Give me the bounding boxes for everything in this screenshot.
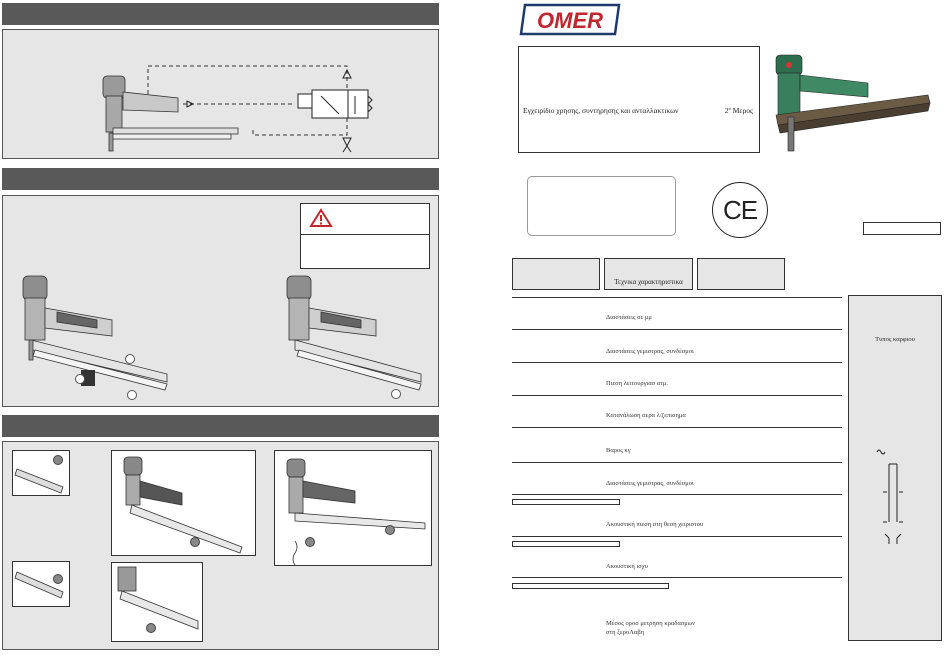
pneumatic-diagram-panel xyxy=(2,29,439,159)
spec-divider xyxy=(512,577,842,578)
warning-divider xyxy=(301,234,429,235)
detail-image-3 xyxy=(274,450,432,566)
pneumatic-circuit-diagram xyxy=(3,30,440,160)
spec-magazine-2: Διαστάσεις γεμιστρας, συνδέσμοι xyxy=(606,480,694,487)
tool-illustration-right xyxy=(281,266,461,406)
section-header-bar-1 xyxy=(2,3,439,25)
spec-vibration: Μέσος οροσ μετρηση κραδασμων στη ξεροΛαβη xyxy=(606,620,695,636)
step-number-5 xyxy=(53,455,63,465)
warning-triangle-icon xyxy=(309,208,333,228)
step-number-3 xyxy=(127,390,137,400)
loading-steps-panel xyxy=(2,441,439,650)
staple-type-label: Τυπος καρφιου xyxy=(875,336,915,343)
detail-image-5 xyxy=(111,562,203,642)
spec-divider xyxy=(512,329,842,330)
spec-divider xyxy=(512,395,842,396)
spec-dimensions: Διαστάσεις σε μμ xyxy=(606,314,652,321)
section-header-bar-2 xyxy=(2,168,439,190)
spec-sound-power: Ακουστική ισχυ xyxy=(606,563,648,570)
staple-diagram xyxy=(871,444,931,554)
tab-technical-specs[interactable]: Τεχνικα χαρακτηριστικα xyxy=(604,258,693,290)
tab-3[interactable] xyxy=(697,258,785,290)
detail-image-2 xyxy=(111,450,256,556)
spec-divider xyxy=(512,462,842,463)
spec-magazine: Διαστάσεις γεμιστρας, συνδέσμοι xyxy=(606,348,694,355)
spec-divider xyxy=(512,362,842,363)
field-bar-3 xyxy=(512,583,669,589)
detail-image-1 xyxy=(12,450,70,496)
spec-pressure: Πιεση λειτουργιασ ατμ. xyxy=(606,380,668,387)
step-number-2 xyxy=(75,374,85,384)
tool-illustration-left xyxy=(17,266,197,406)
manual-title: Εγχειρίδιο χρησης, συντηρησης και ανταλλακτικων xyxy=(523,106,679,115)
section-header-bar-3 xyxy=(2,415,439,437)
ce-mark: CE xyxy=(712,182,768,238)
cover-title-box xyxy=(518,46,760,153)
spec-sound-pressure: Ακουστική πιεση στη θεση χειριστου xyxy=(606,521,704,528)
step-number-9 xyxy=(53,574,63,584)
manual-part: 2º Μερος xyxy=(724,106,753,115)
omer-logo xyxy=(519,3,621,36)
step-number-7 xyxy=(305,537,315,547)
product-photo xyxy=(768,47,938,152)
spec-divider xyxy=(512,494,842,495)
detail-image-4 xyxy=(12,561,70,607)
step-number-4 xyxy=(391,389,401,399)
spec-air-consumption: Κατανάλωση αερα λ/ζεπισημα xyxy=(606,412,686,419)
field-bar-2 xyxy=(512,541,620,547)
step-number-1 xyxy=(125,354,135,364)
svg-text:OMER: OMER xyxy=(537,8,603,33)
assembly-steps-panel xyxy=(2,195,439,407)
field-bar-1 xyxy=(512,499,620,505)
spec-weight: Βαρος κγ xyxy=(606,447,631,454)
warning-box xyxy=(300,203,430,269)
tab-1[interactable] xyxy=(512,258,600,290)
spec-divider xyxy=(512,427,842,428)
step-number-8 xyxy=(385,525,395,535)
code-box xyxy=(863,222,941,235)
spec-divider xyxy=(512,297,842,298)
staple-type-panel xyxy=(848,295,942,641)
blank-rounded-box xyxy=(527,176,676,236)
step-number-10 xyxy=(146,623,156,633)
spec-divider xyxy=(512,536,842,537)
step-number-6 xyxy=(190,537,200,547)
